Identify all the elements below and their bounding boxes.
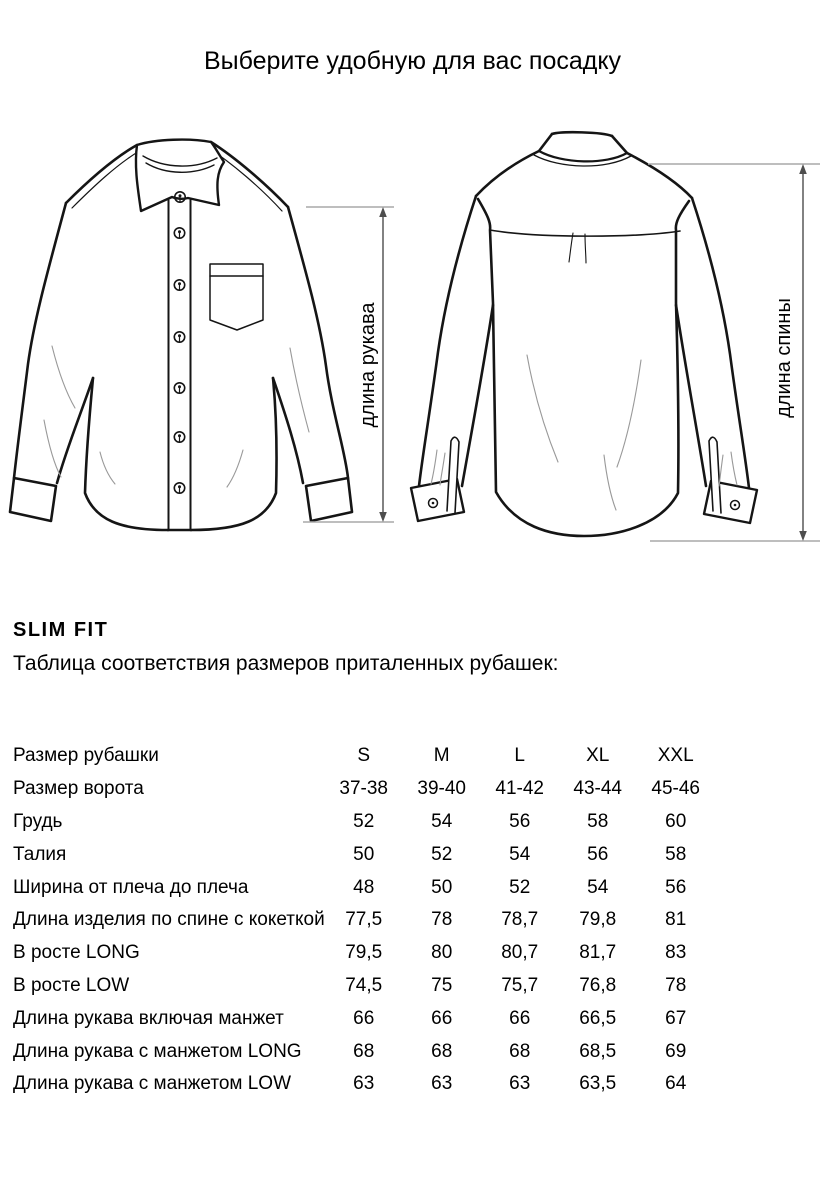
table-cell: 37-38: [339, 778, 389, 800]
table-cell: 67: [665, 1007, 687, 1029]
back-yoke-crease: [569, 233, 586, 263]
table-cell: 76,8: [579, 974, 617, 996]
table-cell: 80,7: [501, 942, 539, 964]
front-right-shoulder: [211, 142, 288, 207]
back-left-sleeve-inner: [462, 305, 493, 486]
table-cell: 68: [431, 1040, 453, 1062]
front-buttons: [174, 192, 185, 493]
back-right-sleeve-inner: [676, 305, 706, 486]
table-row: [13, 904, 715, 937]
table-cell: 54: [509, 843, 531, 865]
cuff-button-hole: [734, 504, 737, 507]
chest-pocket: [210, 264, 263, 330]
table-cell: 78: [665, 974, 687, 996]
table-cell: 75: [431, 974, 453, 996]
table-cell: 54: [587, 876, 609, 898]
table-cell: 56: [587, 843, 609, 865]
table-row: [13, 1002, 715, 1035]
shirt-fit-diagram: [0, 120, 825, 590]
row-label: Длина рукава с манжетом LOW: [13, 1073, 292, 1095]
back-left-shoulder: [476, 151, 539, 196]
front-left-cuff: [10, 478, 56, 521]
cuff-button-hole: [432, 502, 435, 505]
table-cell: 81: [665, 909, 687, 931]
sleeve-length-label: длина рукава: [357, 302, 379, 428]
table-cell: 63: [509, 1073, 531, 1095]
shirt-front-drawing: [10, 140, 352, 530]
table-cell: 79,5: [345, 942, 383, 964]
table-cell: 56: [509, 810, 531, 832]
back-right-shoulder: [627, 153, 692, 198]
front-body-left: [85, 378, 168, 530]
table-row: [13, 806, 715, 839]
back-length-label: длина спины: [773, 298, 795, 418]
table-cell: 77,5: [345, 909, 383, 931]
table-cell: 66: [509, 1007, 531, 1029]
row-label: Длина рукава включая манжет: [13, 1007, 284, 1029]
table-cell: 64: [665, 1073, 687, 1095]
page-title: Выберите удобную для вас посадку: [203, 47, 622, 75]
table-row: [13, 773, 715, 806]
table-row: [13, 1035, 715, 1068]
back-body-outline: [478, 199, 689, 536]
table-cell: 41-42: [495, 778, 545, 800]
table-cell: 68,5: [579, 1040, 617, 1062]
fit-section-heading: SLIM FIT: [13, 619, 109, 641]
table-cell: 58: [587, 810, 609, 832]
table-row: [13, 1068, 715, 1101]
row-label: В росте LOW: [13, 974, 130, 996]
table-cell: 68: [353, 1040, 375, 1062]
table-cell: 56: [665, 876, 687, 898]
back-collar-right: [612, 136, 627, 153]
table-row: [13, 740, 715, 773]
table-cell: 79,8: [579, 909, 617, 931]
table-cell: 75,7: [501, 974, 539, 996]
row-label: В росте LONG: [13, 942, 140, 964]
table-cell: 66: [353, 1007, 375, 1029]
back-left-sleeve-outer: [419, 196, 476, 486]
size-table-body: [13, 740, 715, 1101]
table-cell: S: [357, 745, 371, 767]
shirt-back-drawing: [411, 132, 757, 536]
back-right-sleeve-outer: [692, 198, 749, 488]
table-cell: L: [514, 745, 525, 767]
back-crease-lines: [431, 355, 737, 510]
table-cell: 52: [509, 876, 531, 898]
row-label: Размер ворота: [13, 778, 144, 800]
row-label: Длина рукава с манжетом LONG: [13, 1040, 302, 1062]
table-cell: 63: [353, 1073, 375, 1095]
table-cell: 50: [353, 843, 375, 865]
front-left-shoulder: [66, 145, 137, 203]
row-label: Длина изделия по спине с кокеткой: [13, 909, 325, 931]
back-collar-base: [539, 151, 627, 161]
table-row: [13, 937, 715, 970]
table-cell: 78: [431, 909, 453, 931]
front-body-right: [191, 378, 277, 530]
table-cell: 78,7: [501, 909, 539, 931]
table-row: [13, 871, 715, 904]
table-cell: 80: [431, 942, 453, 964]
table-cell: XXL: [657, 745, 694, 767]
table-cell: XL: [586, 745, 610, 767]
table-cell: 50: [431, 876, 453, 898]
table-cell: 52: [353, 810, 375, 832]
table-subtitle: Таблица соответствия размеров приталенных рубашек:: [13, 652, 559, 675]
table-cell: 60: [665, 810, 687, 832]
front-right-cuff: [306, 478, 352, 521]
table-row: [13, 838, 715, 871]
row-label: Грудь: [13, 810, 63, 832]
table-cell: 48: [353, 876, 375, 898]
table-cell: 58: [665, 843, 687, 865]
front-right-sleeve-outer: [288, 207, 348, 478]
row-label: Ширина от плеча до плеча: [13, 876, 249, 898]
row-label: Талия: [13, 843, 67, 865]
table-cell: 83: [665, 942, 687, 964]
table-cell: 69: [665, 1040, 687, 1062]
table-cell: 68: [509, 1040, 531, 1062]
front-left-sleeve-outer: [14, 203, 66, 478]
table-cell: 54: [431, 810, 453, 832]
row-label: Размер рубашки: [13, 745, 159, 767]
table-cell: 63: [431, 1073, 453, 1095]
table-cell: 45-46: [651, 778, 701, 800]
table-cell: 39-40: [417, 778, 467, 800]
table-cell: 74,5: [345, 974, 383, 996]
back-collar-left: [539, 134, 552, 151]
front-left-shoulder-seam: [72, 150, 141, 208]
size-table: [13, 740, 715, 1101]
chest-pocket-outline: [210, 264, 263, 330]
table-cell: 81,7: [579, 942, 617, 964]
table-cell: 66: [431, 1007, 453, 1029]
table-row: [13, 970, 715, 1003]
table-cell: M: [433, 745, 450, 767]
table-cell: 43-44: [573, 778, 623, 800]
front-crease-lines: [44, 346, 309, 487]
back-collar-top: [552, 132, 612, 136]
table-cell: 52: [431, 843, 453, 865]
table-cell: 66,5: [579, 1007, 617, 1029]
table-cell: 63,5: [579, 1073, 617, 1095]
